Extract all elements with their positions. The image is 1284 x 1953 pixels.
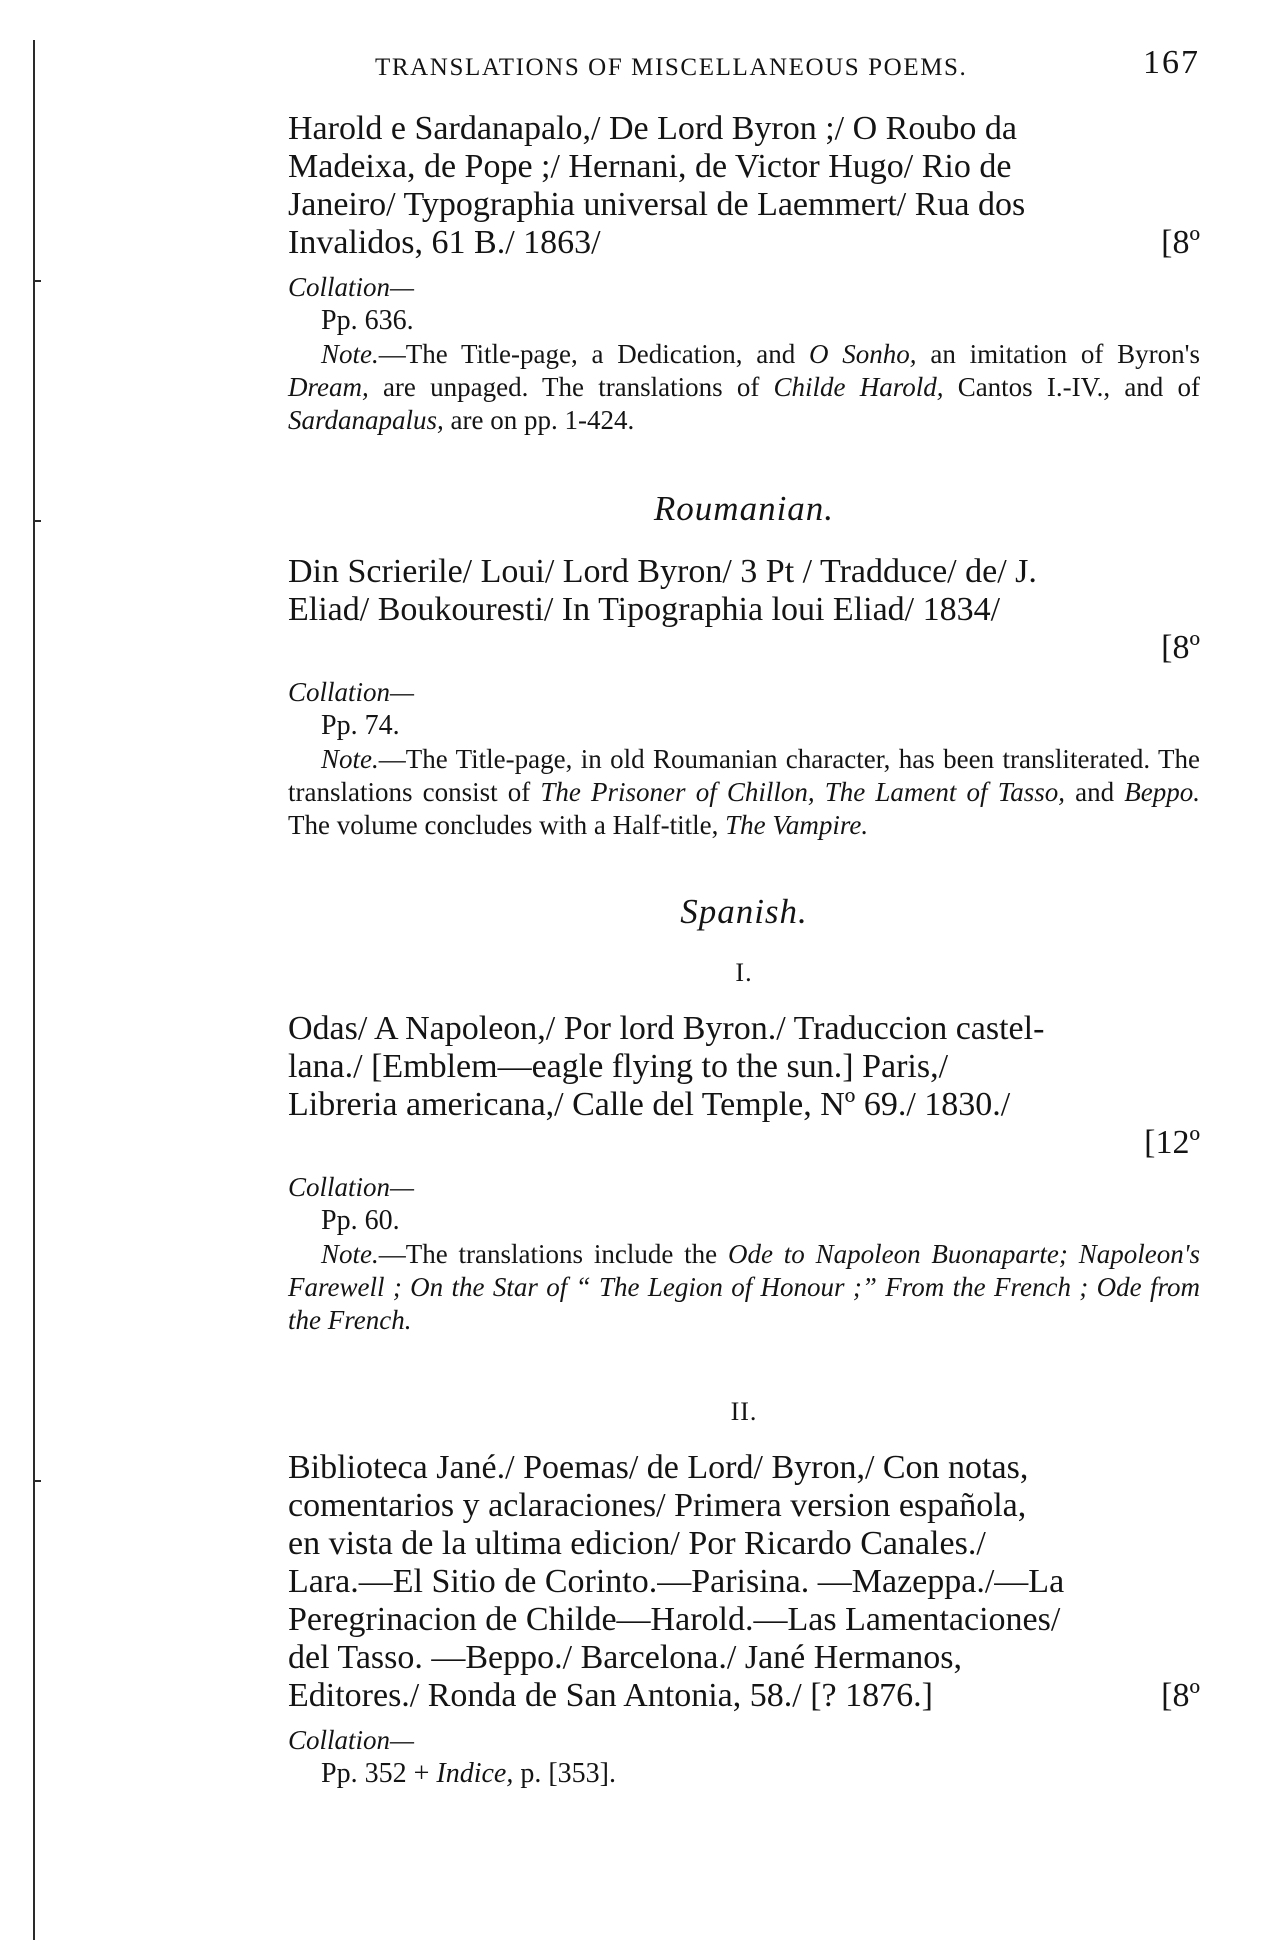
format-mark: [8º [1161,1677,1200,1714]
entry-line: Din Scrierile/ Loui/ Lord Byron/ 3 Pt / Tradduce/ de/ J. [288,553,1037,590]
entry-line: Eliad/ Boukouresti/ In Tipographia loui Eliad/ 1834/ [288,591,1001,628]
margin-tick [33,520,41,522]
entry-line: Janeiro/ Typographia universal de Laemmert/ Rua dos [288,186,1026,223]
pagination: Pp. 636. [321,305,414,336]
entry-line: Odas/ A Napoleon,/ Por lord Byron./ Traduccion castel- [288,1010,1045,1047]
subsection-number: I. [735,958,753,987]
entry-line: del Tasso. —Beppo./ Barcelona./ Jané Hermanos, [288,1639,962,1676]
entry-line: Peregrinacion de Childe—Harold.—Las Lamentaciones/ [288,1601,1061,1638]
binding-margin-rule [33,40,35,1940]
pagination: Pp. 60. [321,1205,400,1236]
subsection-number: II. [730,1397,758,1426]
bibliographic-entry-spanish-1 [288,1010,1200,1162]
margin-tick [33,1480,41,1482]
bibliographic-entry-roumanian [288,553,1200,667]
entry-line: Editores./ Ronda de San Antonia, 58./ [? 1876.] [288,1677,933,1714]
collation-heading: Collation— [288,1725,415,1755]
entry-line: Lara.—El Sitio de Corinto.—Parisina. —Mazeppa./—La [288,1563,1065,1600]
entry-line: Harold e Sardanapalo,/ De Lord Byron ;/ O Roubo da [288,110,1017,147]
running-title: TRANSLATIONS OF MISCELLANEOUS POEMS. [375,54,968,81]
section-heading-roumanian: Roumanian. [653,489,835,528]
pagination: Pp. 74. [321,710,400,741]
entry-line: Madeixa, de Pope ;/ Hernani, de Victor Hugo/ Rio de [288,148,1012,185]
entry-note: Note.—The translations include the Ode to Napoleon Buonaparte; Napoleon's Farewell ; On the Star of “ The Legion of Honour ;” From the French ; Ode from the French. [288,1239,1200,1335]
collation-heading: Collation— [288,272,415,302]
entry-line: Biblioteca Jané./ Poemas/ de Lord/ Byron,/ Con notas, [288,1449,1029,1486]
margin-tick [33,280,41,282]
format-mark: [8º [1161,224,1200,261]
entry-line: en vista de la ultima edicion/ Por Ricardo Canales./ [288,1525,986,1562]
book-page [288,40,1200,1791]
format-mark: [12º [1144,1124,1200,1161]
format-mark: [8º [1161,629,1200,666]
bibliographic-entry-portuguese [288,110,1200,262]
bibliographic-entry-spanish-2 [288,1449,1200,1715]
page-number: 167 [1143,44,1200,81]
pagination: Pp. 352 + Indice, p. [353]. [321,1758,616,1789]
entry-line: Invalidos, 61 B./ 1863/ [288,224,601,261]
collation-heading: Collation— [288,677,415,707]
entry-line: lana./ [Emblem—eagle flying to the sun.] Paris,/ [288,1048,949,1085]
entry-line: Libreria americana,/ Calle del Temple, Nº 69./ 1830./ [288,1086,1011,1123]
entry-line: comentarios y aclaraciones/ Primera version española, [288,1487,1027,1524]
entry-note: Note.—The Title-page, in old Roumanian character, has been transliterated. The translations consist of The Prisoner of Chillon, The Lament of Tasso, and Beppo. The volume concludes with a Half-title, The Vampire. [288,744,1201,840]
running-head [375,40,1200,86]
collation-heading: Collation— [288,1172,415,1202]
entry-note: Note.—The Title-page, a Dedication, and O Sonho, an imitation of Byron's Dream, are unpaged. The translations of Childe Harold, Cantos I.-IV., and of Sardanapalus, are on pp. 1-424. [288,339,1201,435]
section-heading-spanish: Spanish. [680,892,808,931]
